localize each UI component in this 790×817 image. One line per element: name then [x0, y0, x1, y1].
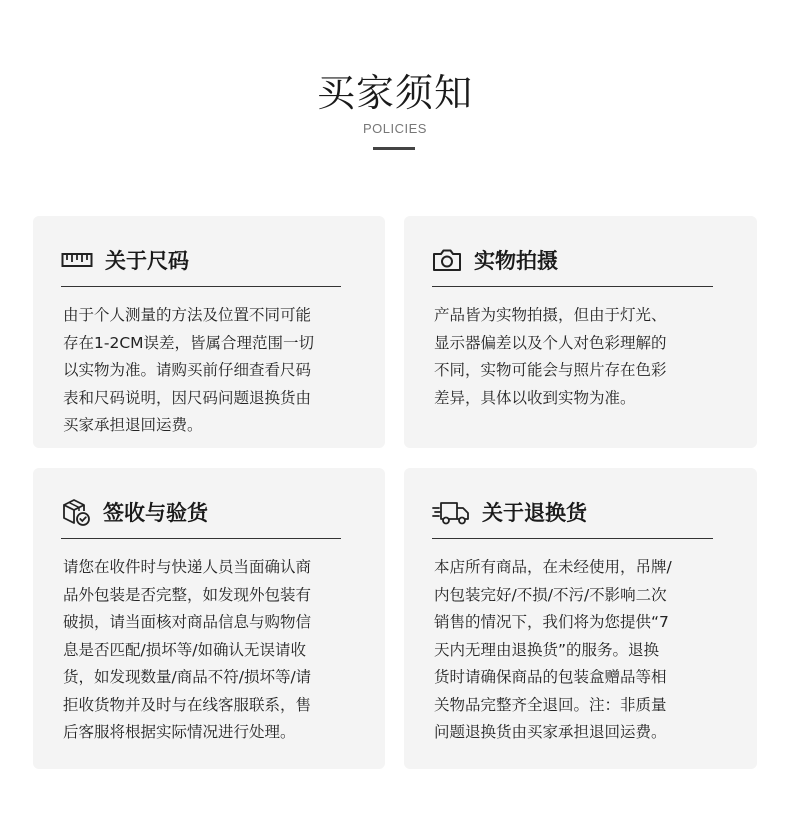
card-size — [33, 216, 385, 448]
card-divider — [432, 286, 713, 287]
card-title: 关于尺码 — [105, 249, 189, 273]
card-body: 请您在收件时与快递人员当面确认商 品外包装是否完整，如发现外包装有 破损，请当面核对商品信息与购物信 息是否匹配/损坏等/如确认无误请收 货，如发现数量/商品不符/损坏等/请 拒收货物并及时与在线客服联系，售 后客服将根据实际情况进行处理。 — [63, 558, 312, 741]
card-returns — [404, 468, 757, 769]
card-body: 产品皆为实物拍摄，但由于灯光、 显示器偏差以及个人对色彩理解的 不同，实物可能会与照片存在色彩 差异，具体以收到实物为准。 — [434, 306, 667, 407]
page-title: 买家须知 — [316, 71, 473, 115]
delivery-truck-icon — [432, 499, 470, 525]
card-body: 由于个人测量的方法及位置不同可能 存在1-2CM误差，皆属合理范围一切 以实物为准。请购买前仔细查看尺码 表和尺码说明，因尺码问题退换货由 买家承担退回运费。 — [63, 306, 315, 434]
card-header — [432, 242, 558, 278]
card-divider — [61, 286, 341, 287]
card-divider — [61, 538, 341, 539]
card-title: 签收与验货 — [103, 501, 208, 525]
card-title: 实物拍摄 — [474, 249, 558, 273]
camera-icon — [432, 248, 462, 272]
card-divider — [432, 538, 713, 539]
card-header — [61, 242, 189, 278]
title-divider — [373, 147, 415, 150]
card-title: 关于退换货 — [482, 501, 587, 525]
card-receipt — [33, 468, 385, 769]
package-check-icon — [61, 497, 91, 527]
card-header — [432, 494, 587, 530]
card-photos — [404, 216, 757, 448]
card-header — [61, 494, 208, 530]
ruler-icon — [61, 249, 93, 271]
page-subtitle: POLICIES — [363, 121, 427, 136]
card-body: 本店所有商品，在未经使用，吊牌/ 内包装完好/不损/不污/不影响二次 销售的情况下，我们将为您提供“7 天内无理由退换货”的服务。退换 货时请确保商品的包装盒赠品等相 关物品完整齐全退回。注：非质量 问题退换货由买家承担退回运费。 — [434, 558, 672, 741]
